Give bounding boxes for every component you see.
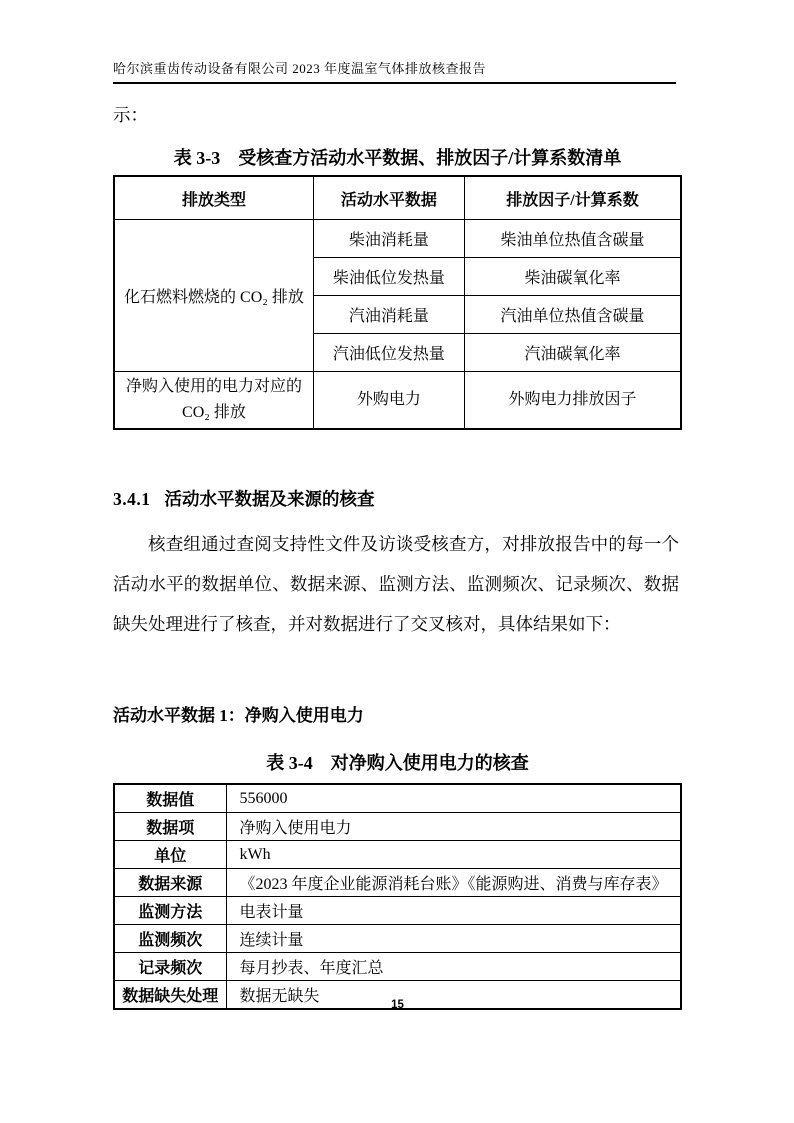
cell-factor: 外购电力排放因子	[464, 372, 681, 430]
row-label-monitoring-frequency: 监测频次	[114, 925, 226, 953]
row-label-data-source: 数据来源	[114, 869, 226, 897]
row-label-data-value: 数据值	[114, 784, 226, 813]
cell-factor: 汽油单位热值含碳量	[464, 296, 681, 334]
table-row	[114, 784, 681, 813]
table-3-3	[113, 175, 682, 430]
row-value: 《2023 年度企业能源消耗台账》《能源购进、消费与库存表》	[226, 869, 681, 897]
row-label-record-frequency: 记录频次	[114, 953, 226, 981]
cell-activity: 汽油低位发热量	[313, 334, 464, 372]
table-3-4	[113, 783, 682, 1010]
row-label-data-item: 数据项	[114, 813, 226, 841]
table-row	[114, 897, 681, 925]
row-value: 电表计量	[226, 897, 681, 925]
col-header-emission-factor: 排放因子/计算系数	[464, 176, 681, 220]
row-value: 数据无缺失	[226, 981, 681, 1010]
section-3-4-1-heading	[113, 486, 375, 511]
row-value: 连续计量	[226, 925, 681, 953]
cell-factor: 柴油单位热值含碳量	[464, 220, 681, 258]
table-row	[114, 372, 681, 430]
page-number: 15	[391, 999, 404, 1011]
running-header: 哈尔滨重齿传动设备有限公司 2023 年度温室气体排放核查报告	[113, 58, 676, 84]
table-row	[114, 869, 681, 897]
cell-factor: 柴油碳氧化率	[464, 258, 681, 296]
cell-activity: 柴油低位发热量	[313, 258, 464, 296]
col-header-emission-type: 排放类型	[114, 176, 313, 220]
table-row	[114, 813, 681, 841]
cell-activity: 汽油消耗量	[313, 296, 464, 334]
row-value: 净购入使用电力	[226, 813, 681, 841]
cell-fossil-fuel-group: 化石燃料燃烧的 CO₂ 排放	[114, 220, 313, 372]
table-3-4-caption: 表 3-4 对净购入使用电力的核查	[266, 753, 529, 773]
row-value: kWh	[226, 841, 681, 869]
cell-factor: 汽油碳氧化率	[464, 334, 681, 372]
row-value: 556000	[226, 784, 681, 813]
table-row	[114, 841, 681, 869]
cell-purchased-electricity-group: 净购入使用的电力对应的 CO₂ 排放	[114, 372, 313, 430]
row-label-unit: 单位	[114, 841, 226, 869]
row-label-monitoring-method: 监测方法	[114, 897, 226, 925]
section-3-4-1-paragraph: 核查组通过查阅支持性文件及访谈受核查方，对排放报告中的每一个活动水平的数据单位、数据来源、监测方法、监测频次、记录频次、数据缺失处理进行了核查，并对数据进行了交叉核对，具体结果如下：	[113, 534, 679, 634]
cell-activity: 柴油消耗量	[313, 220, 464, 258]
carryover-text: 示：	[113, 105, 148, 125]
table-row	[114, 220, 681, 258]
col-header-activity-data: 活动水平数据	[313, 176, 464, 220]
cell-activity: 外购电力	[313, 372, 464, 430]
row-label-missing-data-handling: 数据缺失处理	[114, 981, 226, 1010]
table-3-3-caption: 表 3-3 受核查方活动水平数据、排放因子/计算系数清单	[173, 148, 622, 168]
table-row	[114, 176, 681, 220]
row-value: 每月抄表、年度汇总	[226, 953, 681, 981]
table-row	[114, 925, 681, 953]
table-row	[114, 953, 681, 981]
activity-data-1-heading: 活动水平数据 1：净购入使用电力	[113, 706, 364, 725]
section-title: 活动水平数据及来源的核查	[164, 489, 375, 509]
section-number: 3.4.1	[113, 489, 151, 509]
